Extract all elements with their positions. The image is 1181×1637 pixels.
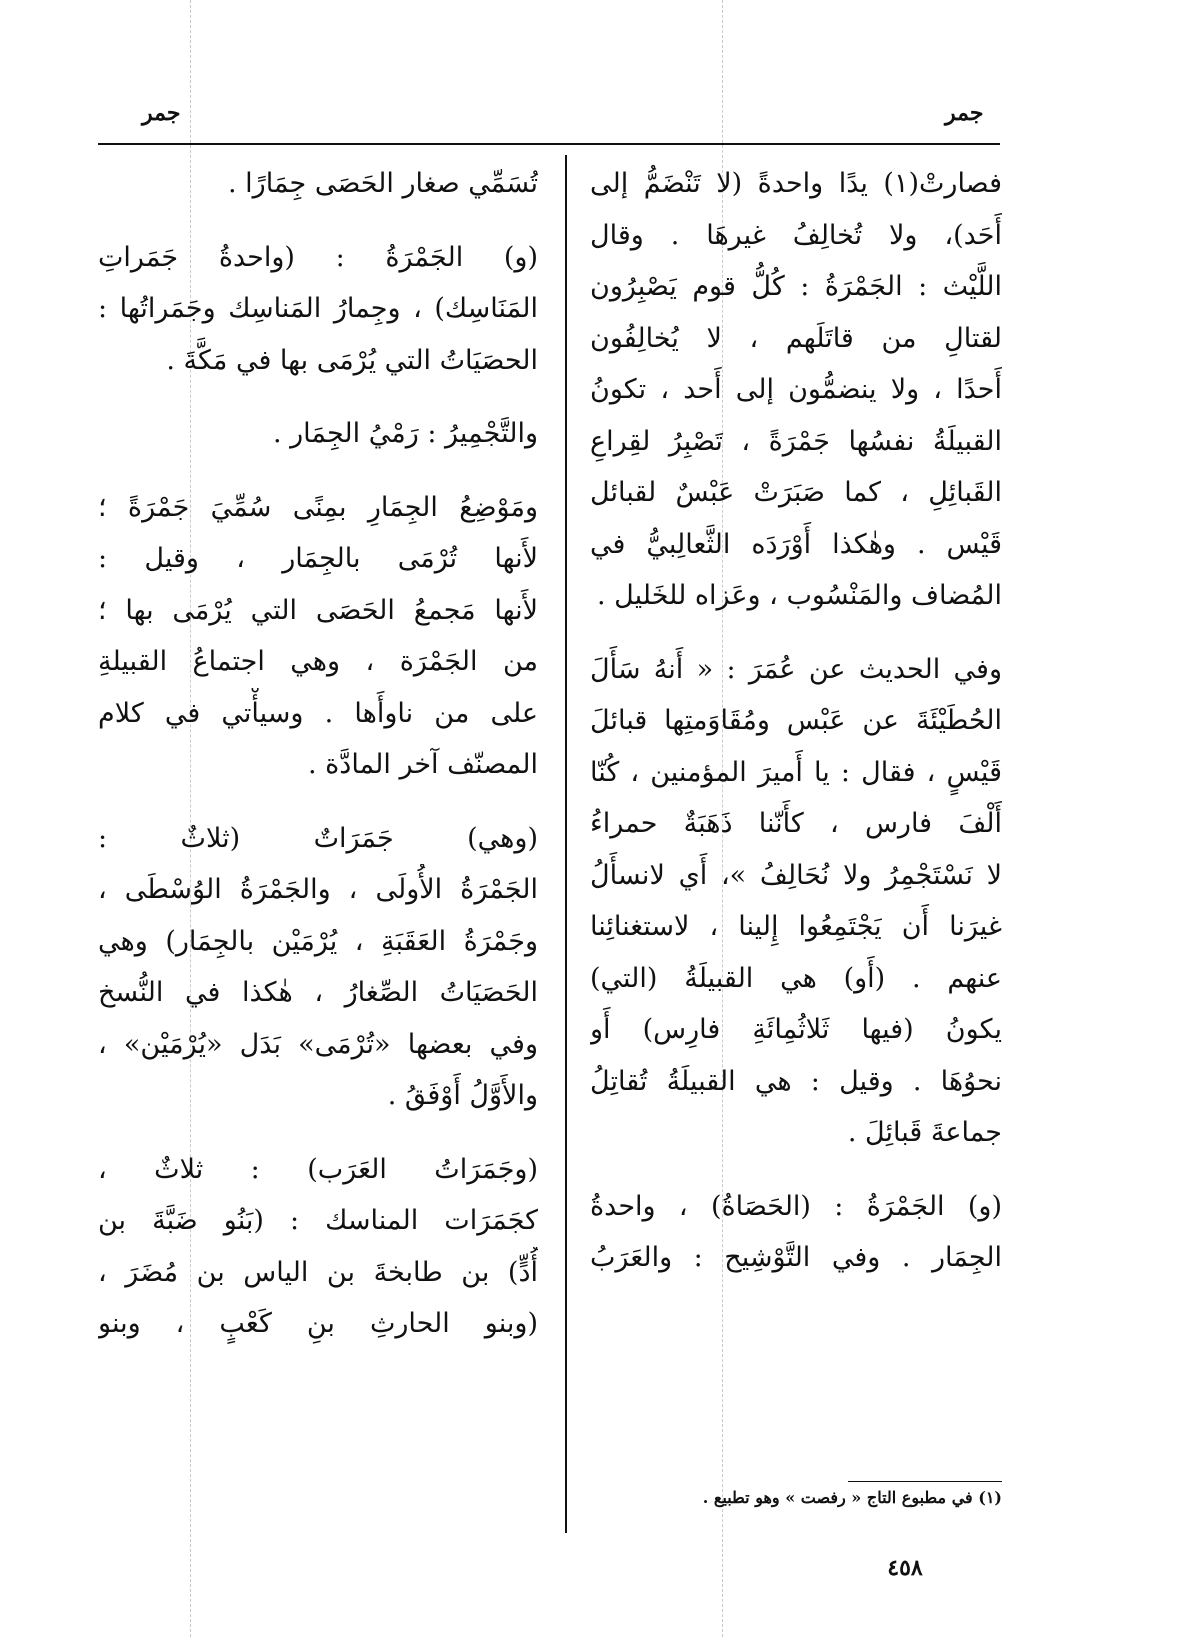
footnote: (١) في مطبوع التاج « رفصت » وهو تطبيع . [702, 1488, 1002, 1507]
text-line: الحَصَيَاتُ الصِّغارُ ، هٰكذا في النُّسخ [98, 977, 538, 1008]
text-line: قَيْسٍ ، فقال : يا أَميرَ المؤمنين ، كُنّا [590, 756, 1002, 788]
text-line: على من ناوأَها . وسيأْتي في كلام [98, 697, 538, 729]
text-line: اللَّيْث : الجَمْرَةُ : كُلُّ قوم يَصْبِرُون [590, 271, 1002, 302]
text-line: لقتالِ من قاتَلَهم ، لا يُخالِفُون [590, 322, 1002, 354]
text-line: لا نَسْتَجْمِرُ ولا نُحَالِفُ »، أَي لانسأَلُ [590, 859, 1002, 891]
text-line: كجَمَرَات المناسك : (بَنُو ضَبَّةَ بن [98, 1205, 538, 1236]
text-line: جماعةَ قَبائِلَ . [847, 1117, 1002, 1148]
footnote-rule [848, 1481, 1002, 1482]
paragraph [590, 644, 1002, 1159]
text-line: أَحَد)، ولا تُخالِفُ غيرهَا . وقال [590, 219, 1002, 251]
paragraph [98, 158, 538, 210]
paragraph [98, 1144, 538, 1350]
text-line: أُدٍّ) بن طابخةَ بن الياس بن مُضَرَ ، [98, 1256, 538, 1288]
text-line: (وهي) جَمَرَاتٌ (ثلاثٌ : [98, 822, 538, 854]
text-line: عنهم . (أَو) هي القبيلَةُ (التي) [590, 962, 1002, 994]
paragraph [590, 158, 1002, 622]
text-line: الحُطَيْئَةَ عن عَبْس ومُقَاوَمتِها قبائلَ [590, 705, 1002, 736]
text-line: القَبائِلِ ، كما صَبَرَتْ عَبْسٌ لقبائل [590, 477, 1002, 508]
running-header-right: جمر [945, 100, 984, 126]
header-rule [98, 143, 1000, 145]
running-header-left: جمر [142, 100, 181, 126]
paragraph [98, 482, 538, 791]
text-line: المُضاف والمَنْسُوب ، وعَزاه للخَليل . [597, 580, 1002, 611]
text-line: تُسَمِّي صغار الحَصَى جِمَارًا . [228, 168, 538, 199]
text-line: وفي الحديث عن عُمَرَ : « أَنهُ سَأَلَ [590, 653, 1002, 685]
text-line: لأَنها تُرْمَى بالجِمَار ، وقيل : [98, 543, 538, 574]
text-line: المَنَاسِك) ، وجِمارُ المَناسِك وجَمَراتُها : [98, 293, 538, 324]
text-line: الحصَيَاتُ التي يُرْمَى بها في مَكَّةَ . [166, 344, 538, 376]
text-line: الجِمَار . وفي التَّوْشِيح : والعَرَبُ [590, 1242, 1002, 1273]
text-line: المصنّف آخر المادَّة . [307, 749, 538, 780]
text-line: (وجَمَرَاتُ العَرَب) : ثلاثٌ ، [98, 1153, 538, 1185]
paragraph [98, 232, 538, 387]
text-line: من الجَمْرَة ، وهي اجتماعُ القبيلةِ [98, 646, 538, 677]
text-line: غيرَنا أَن يَجْتَمِعُوا إِلينا ، لاستغنائِنا [590, 911, 1002, 942]
text-line: فصارتْ(١) يدًا واحدةً (لا تَنْضَمُّ إلى [590, 168, 1002, 199]
left-column [98, 158, 538, 1372]
paragraph [98, 813, 538, 1122]
text-line: (و) الجَمْرَةُ : (واحدةُ جَمَراتِ [98, 241, 538, 273]
text-line: وجَمْرَةُ العَقَبَةِ ، يُرْمَيْن بالجِمَار) وهي [98, 925, 538, 957]
text-line: وفي بعضها «تُرْمَى» بَدَل «يُرْمَيْن» ، [98, 1028, 538, 1060]
text-line: والأَوَّلُ أَوْفَقُ . [387, 1080, 538, 1111]
text-line: قَيْس . وهٰكذا أَوْرَدَه الثَّعالِبيُّ في [590, 528, 1002, 560]
right-column [590, 158, 1002, 1306]
text-line: (وبنو الحارثِ بنِ كَعْبٍ ، وبنو [98, 1308, 538, 1339]
text-line: أَلْفَ فارس ، كأَنّنا ذَهَبَةٌ حمراءُ [590, 808, 1002, 839]
text-line: لأَنها مَجمعُ الحَصَى التي يُرْمَى بها ؛ [98, 594, 538, 626]
text-line: والتَّجْمِيرُ : رَمْيُ الجِمَار . [272, 418, 538, 449]
paragraph [590, 1181, 1002, 1284]
text-line: القبيلَةُ نفسُها جَمْرَةً ، تَصْبِرُ لقِراعِ [590, 425, 1002, 457]
text-line: يكونُ (فيها ثَلاثُمِائَةِ فارِس) أَو [590, 1014, 1002, 1045]
text-line: أَحدًا ، ولا ينضمُّون إلى أَحد ، تكونُ [590, 374, 1002, 405]
text-line: (و) الجَمْرَةُ : (الحَصَاةُ) ، واحدةُ [590, 1190, 1002, 1222]
column-divider [565, 155, 567, 1533]
text-line: الجَمْرَةُ الأُولَى ، والجَمْرَةُ الوُسْطَى ، [98, 874, 538, 905]
text-line: ومَوْضِعُ الجِمَارِ بمِنًى سُمِّيَ جَمْرَةً ؛ [98, 491, 538, 523]
text-line: نحوُهَا . وقيل : هي القبيلَةُ تُقاتِلُ [590, 1065, 1002, 1097]
page-number: ٤٥٨ [887, 1555, 923, 1581]
paragraph [98, 408, 538, 460]
